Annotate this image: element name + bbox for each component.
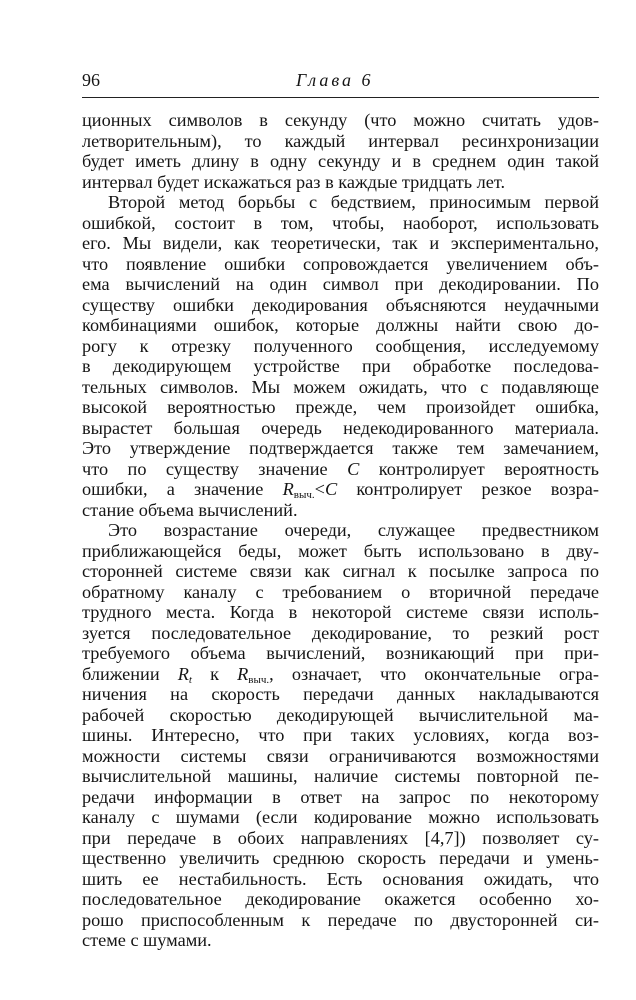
text-line: при передаче в обоих направлениях [4,7]) позволяет су- xyxy=(82,827,599,848)
text-line: ничения на скорость передачи данных накладываются xyxy=(82,684,599,704)
text-line: высокой вероятностью прежде, чем произойдет ошибка, xyxy=(82,397,599,417)
text-line: существу ошибки декодирования объясняются неудачными xyxy=(82,294,599,315)
text-line: интервал будет искажаться раз в каждые тридцать лет. xyxy=(82,171,506,192)
text-line: вырастет большая очередь недекодированного материала. xyxy=(82,417,599,438)
body-text xyxy=(82,110,599,951)
text-line: шить ее нестабильность. Есть основания ожидать, что xyxy=(82,868,599,889)
text-line: редачи информации в ответ на запрос по некоторому xyxy=(82,786,599,807)
text-line: будет иметь длину в одну секунду и в среднем один такой xyxy=(82,151,599,171)
text-line: Это возрастание очереди, служащее предвестником xyxy=(108,520,599,540)
text-line: последовательное декодирование окажется особенно хо- xyxy=(82,889,599,909)
text-line: рогу к отрезку полученного сообщения, исследуемому xyxy=(82,335,599,356)
text-line: вычислительной машины, наличие системы повторной пе- xyxy=(82,766,599,786)
text-line: зуется последовательное декодирование, то резкий рост xyxy=(82,622,599,643)
text-line: в декодирующем устройстве при обработке последова- xyxy=(82,356,599,376)
text-line: щественно увеличить среднюю скорость передачи и умень- xyxy=(82,848,599,868)
text-line: что по существу значение C контролирует вероятность xyxy=(82,458,599,479)
text-line: тельных символов. Мы можем ожидать, что с подавляюще xyxy=(82,376,599,397)
text-line: Это утверждение подтверждается также тем замечанием, xyxy=(82,438,599,458)
paragraph xyxy=(82,520,599,951)
text-line: требуемого объема вычислений, возникающий при при- xyxy=(82,643,599,663)
text-line: летворительным), то каждый интервал ресинхронизации xyxy=(82,130,599,151)
text-line: каналу с шумами (если кодирование можно использовать xyxy=(82,807,599,827)
text-line: стеме с шумами. xyxy=(82,930,212,950)
text-line: ошибкой, состоит в том, чтобы, наоборот, использовать xyxy=(82,212,599,233)
text-line: трудного места. Когда в некоторой системе связи исполь- xyxy=(82,602,599,622)
text-line: его. Мы видели, как теоретически, так и экспериментально, xyxy=(82,233,599,253)
text-line: шины. Интересно, что при таких условиях, когда воз- xyxy=(82,725,599,745)
text-line: ционных символов в секунду (что можно считать удов- xyxy=(82,110,599,130)
text-line: можности системы связи ограничиваются возможностями xyxy=(82,745,599,766)
text-line: комбинациями ошибок, которые должны найти свою до- xyxy=(82,315,599,335)
paragraph xyxy=(82,110,599,192)
text-line: рабочей скоростью декодирующей вычислительной ма- xyxy=(82,704,599,725)
text-line: стание объема вычислений. xyxy=(82,499,298,520)
text-line: ема вычислений на один символ при декодировании. По xyxy=(82,274,599,294)
header-rule xyxy=(82,97,599,98)
text-line: сторонней системе связи как сигнал к посылке запроса по xyxy=(82,561,599,581)
page-number: 96 xyxy=(82,70,100,90)
running-head: Глава 6 xyxy=(296,70,374,90)
text-line: приближающейся беды, может быть использовано в дву- xyxy=(82,540,599,561)
text-line: обратному каналу с требованием о вторичной передаче xyxy=(82,581,599,602)
text-line: что появление ошибки сопровождается увеличением объ- xyxy=(82,253,599,274)
text-line: рошо приспособленным к передаче по двусторонней си- xyxy=(82,909,599,930)
text-line: ошибки, а значение $R_{выч.}<C$ контролирует резкое возра- xyxy=(82,479,599,501)
text-line: ближении $R_t$ к $R_{выч.}$, означает, что окончательные огра- xyxy=(82,663,599,686)
paragraph xyxy=(82,192,599,520)
text-line: Второй метод борьбы с бедствием, приносимым первой xyxy=(108,192,599,212)
